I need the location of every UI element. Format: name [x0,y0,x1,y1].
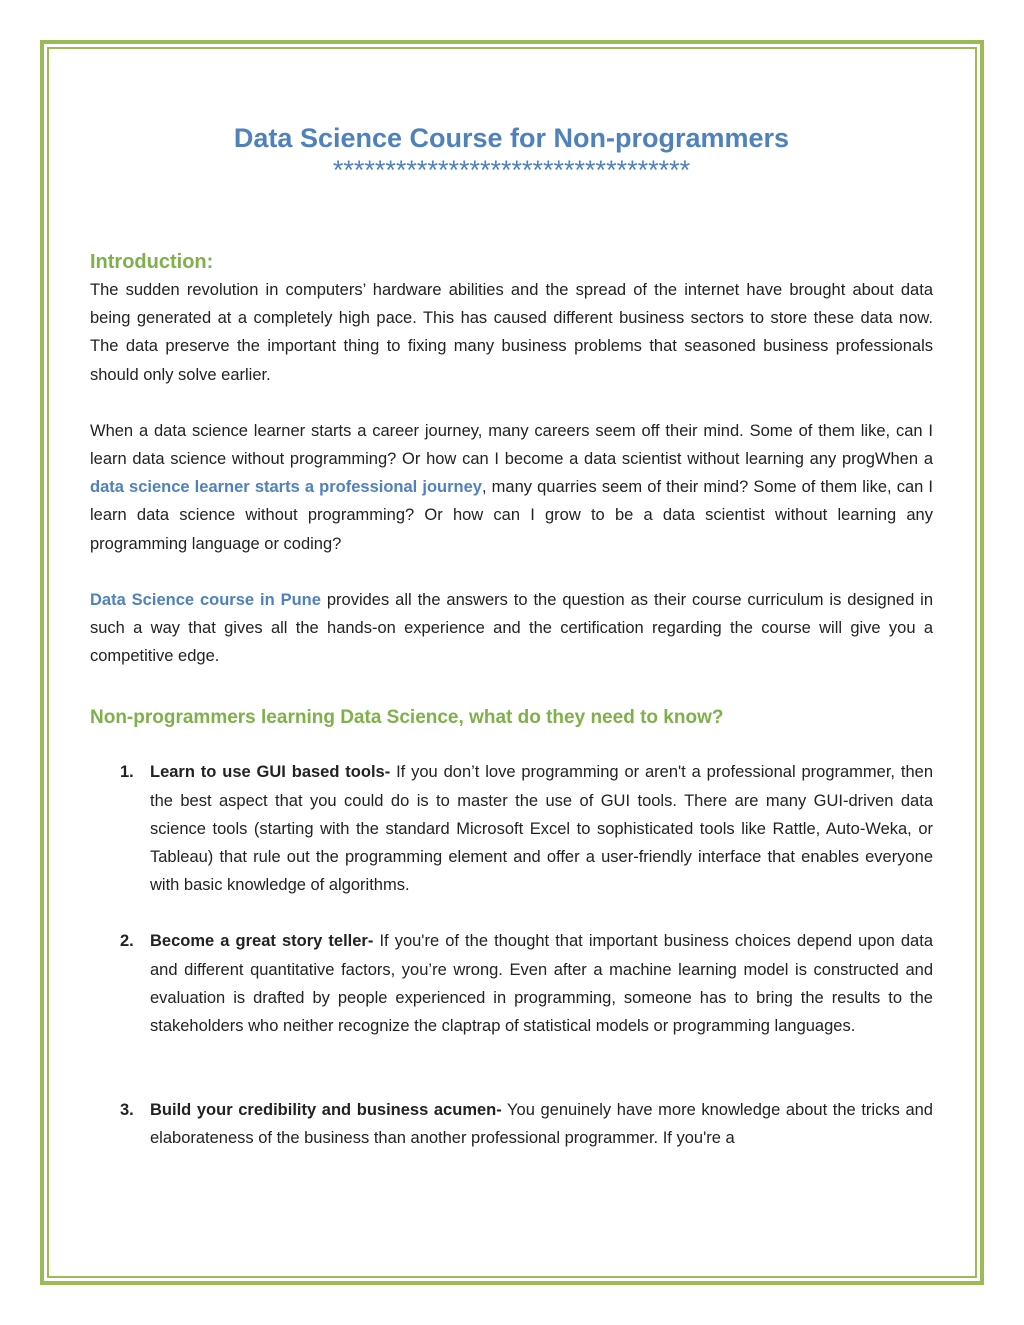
list-item [90,927,933,1040]
intro-heading: Introduction: [90,251,214,273]
intro-p2-text-1: When a data science learner starts a career journey, many careers seem off their mind. Some of them like, can I learn data science without programming? Or how can I become a data scientist without learning any progWhen a [90,421,933,469]
intro-paragraph-1: The sudden revolution in computers’ hardware abilities and the spread of the internet have brought about data being generated at a completely high pace. This has caused different business sectors to store these data now. The data preserve the important thing to fixing many business problems that seasoned business professionals should only solve earlier. [90,281,933,384]
list-item [90,1096,933,1152]
section-heading: Non-programmers learning Data Science, what do they need to know? [90,707,724,729]
list-item-number: 1. [120,763,134,782]
list-item-number: 2. [120,932,134,951]
list-item-lead: Build your credibility and business acumen- [150,1101,502,1120]
course-pune-link[interactable]: Data Science course in Pune [90,590,321,609]
list-item [90,758,933,899]
document-title: Data Science Course for Non-programmers [233,123,790,153]
tips-list [90,758,933,1152]
intro-paragraph-2 [90,417,933,558]
intro-p3-text: provides all the answers to the question as their course curriculum is designed in such a way that gives all the hands-on experience and the certification regarding the course will give you a competitive edge. [90,590,934,666]
list-item-lead: Learn to use GUI based tools- [150,763,391,782]
list-item-text: If you're of the thought that important business choices depend upon data and different quantitative factors, you’re wrong. Even after a machine learning model is constructed and evaluation is drafted by people experienced in programming, someone has to bring the results to the stakeholders who neither recognize the claptrap of statistical models or programming languages. [150,932,933,1036]
intro-p2-text-2: , many quarries seem of their mind? Some of them like, can I learn data science without programming? Or how can I grow to be a data scientist without learning any programming language or coding? [90,478,933,553]
list-item-text: If you don’t love programming or aren't a professional programmer, then the best aspect that you could do is to master the use of GUI tools. There are many GUI-driven data science tools (starting with the standard Microsoft Excel to sophisticated tools like Rattle, Auto-Weka, or Tableau) that rule out the programming element and offer a user-friendly interface that enables everyone with basic knowledge of algorithms. [150,763,934,895]
learner-journey-link[interactable]: data science learner starts a professional journey [90,478,482,497]
list-item-number: 3. [120,1101,134,1120]
list-item-text: You genuinely have more knowledge about the tricks and elaborateness of the business than another professional programmer. If you're a [150,1101,933,1148]
document-body [90,120,933,1153]
title-stars-divider: ********************************** [332,155,691,185]
intro-paragraph-3 [90,586,933,671]
list-item-lead: Become a great story teller- [150,932,374,951]
